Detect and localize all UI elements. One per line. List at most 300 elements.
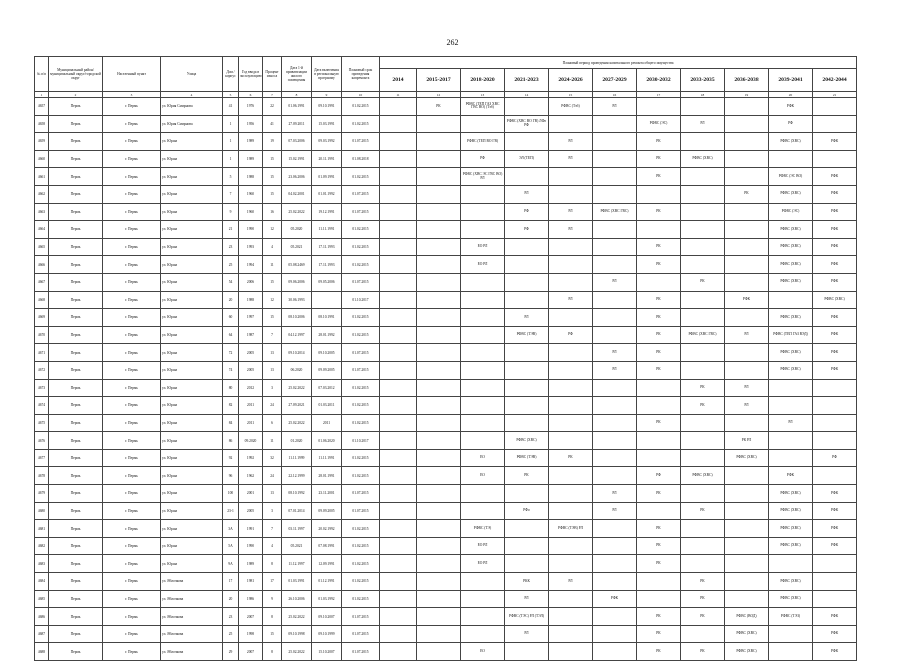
work-type-cell bbox=[549, 555, 593, 573]
house-cell: 54 bbox=[223, 273, 239, 291]
year-built-cell: 1991 bbox=[239, 520, 263, 538]
work-type-cell: РК bbox=[637, 555, 681, 573]
work-type-cell: РФВС (ТЭЗ) bbox=[769, 608, 813, 626]
house-cell: 86 bbox=[223, 432, 239, 450]
work-type-cell: РФВС (ХВС) bbox=[769, 273, 813, 291]
privatization-date-cell: 25.02.2022 bbox=[282, 414, 312, 432]
work-type-cell bbox=[417, 361, 461, 379]
table-row bbox=[35, 397, 857, 415]
work-type-cell: РЛ bbox=[593, 485, 637, 503]
work-type-cell: РФВС (ХВС) bbox=[725, 625, 769, 643]
work-type-cell bbox=[681, 256, 725, 274]
work-type-cell: РФК bbox=[813, 502, 857, 520]
work-type-cell: РЛ bbox=[725, 326, 769, 344]
wear-cell: 9 bbox=[263, 590, 282, 608]
table-row bbox=[35, 502, 857, 520]
work-type-cell bbox=[380, 467, 417, 485]
accounting-date-cell: 07.08.1991 bbox=[312, 537, 342, 555]
planned-period-cell: 01.02.2015 bbox=[342, 238, 380, 256]
work-type-cell: ЕО РЛ bbox=[461, 256, 505, 274]
work-type-cell bbox=[769, 643, 813, 661]
work-type-cell: РК bbox=[681, 502, 725, 520]
row-number: 4662 bbox=[35, 185, 49, 203]
work-type-cell bbox=[813, 379, 857, 397]
planned-period-cell: 01.02.2015 bbox=[342, 98, 380, 116]
wear-cell: 15 bbox=[263, 625, 282, 643]
municipality-cell: Пермь bbox=[49, 238, 103, 256]
privatization-date-cell: 01.2020 bbox=[282, 432, 312, 450]
work-type-cell: РЛ bbox=[769, 414, 813, 432]
work-type-cell bbox=[461, 590, 505, 608]
work-type-cell bbox=[725, 520, 769, 538]
municipality-cell: Пермь bbox=[49, 256, 103, 274]
work-type-cell bbox=[417, 573, 461, 591]
work-type-cell: РФК bbox=[813, 256, 857, 274]
wear-cell: 3 bbox=[263, 502, 282, 520]
work-type-cell bbox=[637, 98, 681, 116]
house-cell: 20 bbox=[223, 291, 239, 309]
work-type-cell bbox=[769, 432, 813, 450]
work-type-cell bbox=[380, 98, 417, 116]
privatization-date-cell: 09.06.2006 bbox=[282, 273, 312, 291]
work-type-cell bbox=[380, 555, 417, 573]
work-type-cell bbox=[681, 361, 725, 379]
privatization-date-cell: 25.02.2022 bbox=[282, 203, 312, 221]
work-type-cell bbox=[549, 397, 593, 415]
work-type-cell bbox=[417, 502, 461, 520]
year-built-cell: 1960 bbox=[239, 203, 263, 221]
street-cell: ул. Яблочкова bbox=[161, 573, 223, 591]
settlement-cell: г. Пермь bbox=[103, 590, 161, 608]
work-type-cell: РЛ bbox=[593, 98, 637, 116]
work-type-cell bbox=[461, 502, 505, 520]
house-cell: 64 bbox=[223, 326, 239, 344]
accounting-date-cell: 28.01.1992 bbox=[312, 326, 342, 344]
work-type-cell bbox=[681, 449, 725, 467]
year-built-cell: 1993 bbox=[239, 238, 263, 256]
settlement-cell: г. Пермь bbox=[103, 397, 161, 415]
work-type-cell: РЛ bbox=[549, 133, 593, 151]
accounting-date-cell: 15.03.1991 bbox=[312, 115, 342, 133]
row-number: 4671 bbox=[35, 344, 49, 362]
work-type-cell bbox=[505, 537, 549, 555]
work-type-cell bbox=[380, 238, 417, 256]
planned-period-cell: 01.02.2015 bbox=[342, 590, 380, 608]
privatization-date-cell: 07.01.2014 bbox=[282, 502, 312, 520]
year-built-cell: 1998 bbox=[239, 625, 263, 643]
privatization-date-cell: 11.11.1999 bbox=[282, 449, 312, 467]
privatization-date-cell: 01.06.1991 bbox=[282, 98, 312, 116]
table-row bbox=[35, 379, 857, 397]
work-type-cell bbox=[505, 98, 549, 116]
row-number: 4676 bbox=[35, 432, 49, 450]
municipality-cell: Пермь bbox=[49, 98, 103, 116]
work-type-cell: РЛ bbox=[549, 221, 593, 239]
work-type-cell bbox=[681, 185, 725, 203]
work-type-cell bbox=[417, 590, 461, 608]
work-type-cell: РФК bbox=[813, 537, 857, 555]
municipality-cell: Пермь bbox=[49, 502, 103, 520]
work-type-cell bbox=[593, 221, 637, 239]
house-cell: 41 bbox=[223, 98, 239, 116]
work-type-cell bbox=[813, 590, 857, 608]
year-built-cell: 2012 bbox=[239, 379, 263, 397]
work-type-cell: РФВС (ХВС) bbox=[681, 467, 725, 485]
accounting-date-cell: 09.10.2005 bbox=[312, 344, 342, 362]
wear-cell: 4 bbox=[263, 537, 282, 555]
column-number: 5 bbox=[223, 92, 239, 98]
year-built-cell: 1960 bbox=[239, 185, 263, 203]
work-type-cell bbox=[549, 590, 593, 608]
row-number: 4675 bbox=[35, 414, 49, 432]
work-type-cell bbox=[380, 344, 417, 362]
column-number: 19 bbox=[725, 92, 769, 98]
work-type-cell bbox=[681, 344, 725, 362]
work-type-cell bbox=[505, 379, 549, 397]
work-type-cell: РФК bbox=[813, 326, 857, 344]
work-type-cell bbox=[417, 467, 461, 485]
municipality-cell: Пермь bbox=[49, 449, 103, 467]
work-type-cell bbox=[380, 643, 417, 661]
wear-cell: 15 bbox=[263, 309, 282, 327]
work-type-cell bbox=[380, 502, 417, 520]
municipality-cell: Пермь bbox=[49, 432, 103, 450]
wear-cell: 13 bbox=[263, 361, 282, 379]
year-built-cell: 1962 bbox=[239, 467, 263, 485]
work-type-cell: РЛ bbox=[725, 397, 769, 415]
settlement-cell: г. Пермь bbox=[103, 133, 161, 151]
year-built-cell: 1990 bbox=[239, 221, 263, 239]
wear-cell: 13 bbox=[263, 344, 282, 362]
year-built-cell: 2007 bbox=[239, 608, 263, 626]
work-type-cell bbox=[725, 485, 769, 503]
street-cell: ул. Юрша bbox=[161, 537, 223, 555]
work-type-cell: РЛ bbox=[549, 291, 593, 309]
work-type-cell bbox=[380, 256, 417, 274]
house-cell: 1 bbox=[223, 150, 239, 168]
wear-cell: 19 bbox=[263, 133, 282, 151]
work-type-cell bbox=[637, 397, 681, 415]
house-cell: 7 bbox=[223, 185, 239, 203]
work-type-cell bbox=[725, 168, 769, 186]
planned-period-cell: 01.02.2015 bbox=[342, 221, 380, 239]
row-number: 4672 bbox=[35, 361, 49, 379]
street-cell: ул. Юрша bbox=[161, 485, 223, 503]
work-type-cell: РФВС (ХВС) bbox=[769, 256, 813, 274]
header-period-label: Плановый срок проведения капремонта bbox=[342, 57, 380, 92]
work-type-cell bbox=[461, 379, 505, 397]
work-type-cell: РЛ bbox=[505, 625, 549, 643]
work-type-cell: РФ bbox=[813, 449, 857, 467]
work-type-cell bbox=[380, 449, 417, 467]
municipality-cell: Пермь bbox=[49, 150, 103, 168]
street-cell: ул. Юрша bbox=[161, 520, 223, 538]
privatization-date-cell: 25.02.2022 bbox=[282, 379, 312, 397]
accounting-date-cell bbox=[312, 291, 342, 309]
work-type-cell bbox=[593, 133, 637, 151]
settlement-cell: г. Пермь bbox=[103, 344, 161, 362]
work-type-cell: РК bbox=[725, 185, 769, 203]
work-type-cell bbox=[461, 608, 505, 626]
header-year: 2030-2032 bbox=[637, 69, 681, 92]
table-row bbox=[35, 168, 857, 186]
row-number: 4673 bbox=[35, 379, 49, 397]
work-type-cell bbox=[593, 432, 637, 450]
planned-period-cell: 01.02.2015 bbox=[342, 449, 380, 467]
header-settlement: Населенный пункт bbox=[103, 57, 161, 92]
planned-period-cell: 01.07.2015 bbox=[342, 133, 380, 151]
work-type-cell bbox=[813, 432, 857, 450]
work-type-cell: РФК bbox=[769, 467, 813, 485]
house-cell: 100 bbox=[223, 485, 239, 503]
row-number: 4674 bbox=[35, 397, 49, 415]
house-cell: 80 bbox=[223, 379, 239, 397]
work-type-cell: РФВС (ТЭ) bbox=[461, 520, 505, 538]
row-number: 4667 bbox=[35, 273, 49, 291]
planned-period-cell: 01.02.2015 bbox=[342, 309, 380, 327]
work-type-cell bbox=[505, 414, 549, 432]
work-type-cell bbox=[461, 397, 505, 415]
work-type-cell: РФВС (ТЭВ) РЛ bbox=[549, 520, 593, 538]
work-type-cell: РФВС (ХВС) bbox=[813, 291, 857, 309]
work-type-cell bbox=[813, 573, 857, 591]
row-number: 4687 bbox=[35, 625, 49, 643]
wear-cell: 24 bbox=[263, 397, 282, 415]
work-type-cell: РК bbox=[681, 643, 725, 661]
work-type-cell: РФК bbox=[813, 203, 857, 221]
work-type-cell bbox=[417, 168, 461, 186]
work-type-cell bbox=[380, 168, 417, 186]
column-number: 7 bbox=[263, 92, 282, 98]
municipality-cell: Пермь bbox=[49, 168, 103, 186]
accounting-date-cell: 09.10.1991 bbox=[312, 98, 342, 116]
table-row bbox=[35, 414, 857, 432]
work-type-cell: РФВС (ХВС) bbox=[725, 643, 769, 661]
house-cell: 72 bbox=[223, 344, 239, 362]
work-type-cell bbox=[593, 379, 637, 397]
work-type-cell bbox=[593, 573, 637, 591]
work-type-cell bbox=[593, 185, 637, 203]
work-type-cell: РК bbox=[637, 414, 681, 432]
work-type-cell bbox=[417, 555, 461, 573]
work-type-cell bbox=[549, 502, 593, 520]
work-type-cell bbox=[380, 590, 417, 608]
year-built-cell: 1997 bbox=[239, 309, 263, 327]
header-year: 2039-2041 bbox=[769, 69, 813, 92]
street-cell: ул. Юрша bbox=[161, 168, 223, 186]
work-type-cell: РК bbox=[637, 256, 681, 274]
work-type-cell: РЛ bbox=[593, 344, 637, 362]
wear-cell: 12 bbox=[263, 291, 282, 309]
street-cell: ул. Юрша bbox=[161, 326, 223, 344]
work-type-cell bbox=[593, 115, 637, 133]
house-cell: 92 bbox=[223, 449, 239, 467]
wear-cell: 7 bbox=[263, 326, 282, 344]
settlement-cell: г. Пермь bbox=[103, 485, 161, 503]
row-number: 4679 bbox=[35, 485, 49, 503]
privatization-date-cell: 27.09.2021 bbox=[282, 397, 312, 415]
row-number: 4658 bbox=[35, 115, 49, 133]
row-number: 4681 bbox=[35, 520, 49, 538]
house-cell: 21 bbox=[223, 221, 239, 239]
street-cell: ул. Юрия Смирнова bbox=[161, 115, 223, 133]
house-cell: 82 bbox=[223, 397, 239, 415]
planned-period-cell: 01.10.2017 bbox=[342, 432, 380, 450]
row-number: 4682 bbox=[35, 537, 49, 555]
work-type-cell bbox=[769, 449, 813, 467]
work-type-cell bbox=[380, 432, 417, 450]
planned-period-cell: 01.07.2015 bbox=[342, 203, 380, 221]
settlement-cell: г. Пермь bbox=[103, 168, 161, 186]
row-number: 4678 bbox=[35, 467, 49, 485]
work-type-cell bbox=[769, 379, 813, 397]
privatization-date-cell: 25.02.2022 bbox=[282, 643, 312, 661]
privatization-date-cell: 04.02.2001 bbox=[282, 185, 312, 203]
header-num: № п/п bbox=[35, 57, 49, 92]
work-type-cell: РФ bbox=[505, 221, 549, 239]
table-row bbox=[35, 115, 857, 133]
column-number: 10 bbox=[342, 92, 380, 98]
settlement-cell: г. Пермь bbox=[103, 361, 161, 379]
work-type-cell: РФВС (ТЕП ВО ГВ) bbox=[461, 133, 505, 151]
work-type-cell bbox=[769, 625, 813, 643]
street-cell: ул. Юрша bbox=[161, 309, 223, 327]
work-type-cell bbox=[549, 115, 593, 133]
work-type-cell: РК bbox=[417, 98, 461, 116]
work-type-cell bbox=[681, 520, 725, 538]
table-row bbox=[35, 520, 857, 538]
wear-cell: 3 bbox=[263, 379, 282, 397]
work-type-cell bbox=[637, 221, 681, 239]
work-type-cell: ЭЛ (ТЕП) bbox=[505, 150, 549, 168]
work-type-cell: РЛ bbox=[505, 309, 549, 327]
work-type-cell: РК bbox=[637, 203, 681, 221]
street-cell: ул. Юрша bbox=[161, 150, 223, 168]
work-type-cell bbox=[593, 520, 637, 538]
table-row bbox=[35, 537, 857, 555]
work-type-cell bbox=[417, 238, 461, 256]
work-type-cell: РЛ bbox=[505, 185, 549, 203]
column-number: 8 bbox=[282, 92, 312, 98]
work-type-cell: РФВС (Тэб) bbox=[549, 98, 593, 116]
row-number: 4683 bbox=[35, 555, 49, 573]
work-type-cell bbox=[813, 150, 857, 168]
municipality-cell: Пермь bbox=[49, 344, 103, 362]
work-type-cell bbox=[725, 537, 769, 555]
work-type-cell: РК bbox=[637, 625, 681, 643]
header-year: 2018-2020 bbox=[461, 69, 505, 92]
work-type-cell: РФВС (ХВС) bbox=[769, 344, 813, 362]
street-cell: ул. Юрша bbox=[161, 273, 223, 291]
work-type-cell: РФВС (ХВС) bbox=[769, 361, 813, 379]
house-cell: 25 bbox=[223, 256, 239, 274]
year-built-cell: 1956 bbox=[239, 115, 263, 133]
work-type-cell: РФВС (ХВС ВО ГВ) ЛФо РФ bbox=[505, 115, 549, 133]
privatization-date-cell: 05.2020 bbox=[282, 221, 312, 239]
year-built-cell: 1990 bbox=[239, 537, 263, 555]
work-type-cell bbox=[593, 150, 637, 168]
work-type-cell: РФК bbox=[593, 590, 637, 608]
work-type-cell: РФВС (ХВС) bbox=[681, 150, 725, 168]
work-type-cell: РФВС (ХВС) bbox=[769, 309, 813, 327]
table-row bbox=[35, 238, 857, 256]
privatization-date-cell: 11.12.1997 bbox=[282, 555, 312, 573]
street-cell: ул. Юрша bbox=[161, 344, 223, 362]
header-planned: Плановый период проведения капитального ремонта общего имущества bbox=[380, 57, 857, 69]
work-type-cell bbox=[725, 344, 769, 362]
table-row bbox=[35, 256, 857, 274]
municipality-cell: Пермь bbox=[49, 361, 103, 379]
accounting-date-cell: 20.11.1991 bbox=[312, 150, 342, 168]
work-type-cell bbox=[813, 115, 857, 133]
work-type-cell bbox=[380, 414, 417, 432]
work-type-cell bbox=[505, 168, 549, 186]
wear-cell: 17 bbox=[263, 573, 282, 591]
repair-schedule-table bbox=[34, 56, 857, 661]
work-type-cell: ЕО РЛ bbox=[461, 238, 505, 256]
planned-period-cell: 01.10.2017 bbox=[342, 291, 380, 309]
work-type-cell: РФВС (ЭС) bbox=[769, 203, 813, 221]
work-type-cell bbox=[637, 379, 681, 397]
column-number: 13 bbox=[461, 92, 505, 98]
work-type-cell bbox=[417, 643, 461, 661]
work-type-cell: РФВС (ТЭВ) bbox=[505, 326, 549, 344]
work-type-cell bbox=[593, 467, 637, 485]
work-type-cell: РФВС (ТЭС) РЛ (ТЭЛ) bbox=[505, 608, 549, 626]
row-number: 4661 bbox=[35, 168, 49, 186]
work-type-cell: РК РЛ bbox=[725, 432, 769, 450]
work-type-cell bbox=[461, 309, 505, 327]
work-type-cell bbox=[549, 537, 593, 555]
work-type-cell: РФК bbox=[813, 185, 857, 203]
street-cell: ул. Яблочкова bbox=[161, 625, 223, 643]
work-type-cell bbox=[681, 133, 725, 151]
work-type-cell bbox=[769, 555, 813, 573]
row-number: 4680 bbox=[35, 502, 49, 520]
accounting-date-cell: 20.02.1992 bbox=[312, 520, 342, 538]
work-type-cell: РЛ bbox=[593, 361, 637, 379]
work-type-cell bbox=[813, 467, 857, 485]
work-type-cell bbox=[769, 150, 813, 168]
municipality-cell: Пермь bbox=[49, 203, 103, 221]
privatization-date-cell: 05.2021 bbox=[282, 537, 312, 555]
table-row bbox=[35, 555, 857, 573]
work-type-cell: РК bbox=[637, 643, 681, 661]
year-built-cell: 2011 bbox=[239, 414, 263, 432]
work-type-cell bbox=[461, 432, 505, 450]
work-type-cell bbox=[417, 309, 461, 327]
work-type-cell: РФК bbox=[813, 361, 857, 379]
year-built-cell: 1989 bbox=[239, 133, 263, 151]
work-type-cell: РЛ bbox=[549, 150, 593, 168]
work-type-cell: РФК bbox=[813, 344, 857, 362]
municipality-cell: Пермь bbox=[49, 379, 103, 397]
work-type-cell: РЛ bbox=[593, 273, 637, 291]
work-type-cell bbox=[593, 397, 637, 415]
work-type-cell: ЕО РЛ bbox=[461, 537, 505, 555]
work-type-cell bbox=[380, 608, 417, 626]
house-cell: 3А bbox=[223, 520, 239, 538]
house-cell: 25 bbox=[223, 625, 239, 643]
work-type-cell: РФК bbox=[813, 485, 857, 503]
street-cell: ул. Юрша bbox=[161, 238, 223, 256]
table-row bbox=[35, 643, 857, 661]
work-type-cell: РК bbox=[637, 608, 681, 626]
work-type-cell: ЕО bbox=[461, 467, 505, 485]
work-type-cell bbox=[417, 608, 461, 626]
street-cell: ул. Юрша bbox=[161, 291, 223, 309]
work-type-cell bbox=[380, 150, 417, 168]
